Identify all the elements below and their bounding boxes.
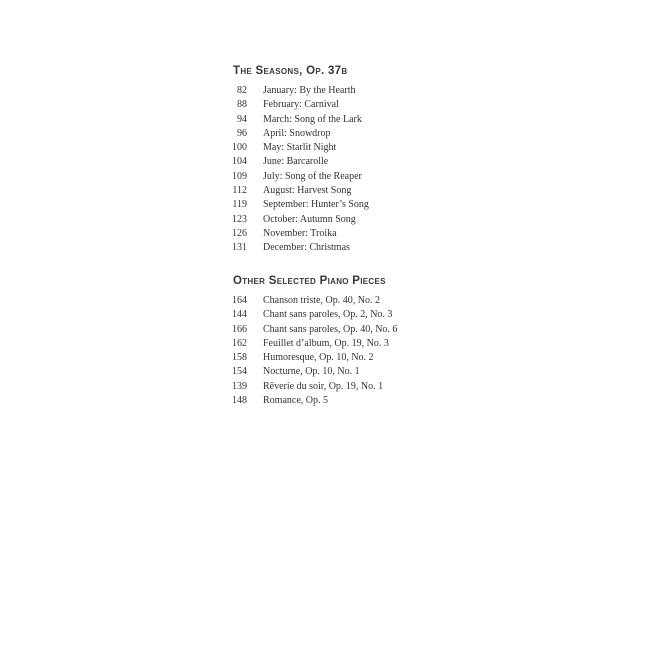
toc-page-number: 126: [232, 227, 247, 239]
toc-row: [220, 98, 369, 112]
toc-row: [220, 351, 397, 365]
toc-row: [220, 141, 369, 155]
toc-page-number: 131: [232, 242, 247, 254]
toc-page-number: 88: [237, 99, 247, 111]
toc-row: [220, 241, 369, 255]
toc-row: [220, 365, 397, 379]
toc-title: Chant sans paroles, Op. 40, No. 6: [263, 323, 398, 335]
toc-row: [220, 198, 369, 212]
toc-page-number: 158: [232, 352, 247, 364]
toc-row: [220, 380, 397, 394]
toc-row: [220, 213, 369, 227]
toc-row: [220, 184, 369, 198]
toc-row: [220, 113, 369, 127]
toc-list-the-seasons: [220, 84, 369, 256]
toc-row: [220, 84, 369, 98]
toc-page-number: 148: [232, 395, 247, 407]
toc-page-number: 119: [232, 199, 247, 211]
toc-page-number: 144: [232, 309, 247, 321]
toc-page-number: 112: [232, 185, 247, 197]
toc-page-number: 100: [232, 142, 247, 154]
toc-page-number: 139: [232, 380, 247, 392]
toc-row: [220, 337, 397, 351]
toc-title: February: Carnival: [263, 99, 339, 111]
toc-title: March: Song of the Lark: [263, 113, 362, 125]
toc-title: Rêverie du soir, Op. 19, No. 1: [263, 380, 384, 392]
toc-row: [220, 170, 369, 184]
toc-title: May: Starlit Night: [263, 142, 337, 154]
toc-title: Chant sans paroles, Op. 2, No. 3: [263, 309, 393, 321]
toc-page-number: 82: [237, 85, 247, 96]
toc-page-number: 104: [232, 156, 247, 168]
toc-page-number: 154: [232, 366, 247, 378]
toc-title: Humoresque, Op. 10, No. 2: [263, 352, 374, 364]
toc-title: September: Hunter’s Song: [263, 199, 369, 211]
toc-title: October: Autumn Song: [263, 213, 356, 225]
toc-title: January: By the Hearth: [263, 85, 356, 96]
toc-page-number: 96: [237, 127, 247, 139]
toc-title: December: Christmas: [263, 242, 350, 254]
toc-title: Feuillet d’album, Op. 19, No. 3: [263, 337, 389, 349]
toc-list-other-pieces: [220, 294, 397, 408]
toc-title: Nocturne, Op. 10, No. 1: [263, 366, 360, 378]
toc-title: July: Song of the Reaper: [263, 170, 362, 182]
section-heading-other-pieces: Other Selected Piano Pieces: [233, 275, 386, 287]
toc-title: Romance, Op. 5: [263, 395, 328, 407]
toc-row: [220, 394, 397, 408]
toc-row: [220, 294, 397, 308]
toc-title: Chanson triste, Op. 40, No. 2: [263, 295, 380, 306]
toc-row: [220, 127, 369, 141]
section-heading-the-seasons: The Seasons, Op. 37b: [233, 65, 348, 77]
toc-row: [220, 323, 397, 337]
toc-page-number: 94: [237, 113, 247, 125]
toc-title: April: Snowdrop: [263, 127, 331, 139]
toc-page-number: 123: [232, 213, 247, 225]
toc-row: [220, 155, 369, 169]
toc-row: [220, 227, 369, 241]
toc-page-number: 109: [232, 170, 247, 182]
toc-title: August: Harvest Song: [263, 185, 352, 197]
toc-page-number: 162: [232, 337, 247, 349]
toc-title: November: Troika: [263, 227, 337, 239]
toc-row: [220, 308, 397, 322]
toc-page-number: 166: [232, 323, 247, 335]
toc-title: June: Barcarolle: [263, 156, 329, 168]
toc-page-number: 164: [232, 295, 247, 306]
